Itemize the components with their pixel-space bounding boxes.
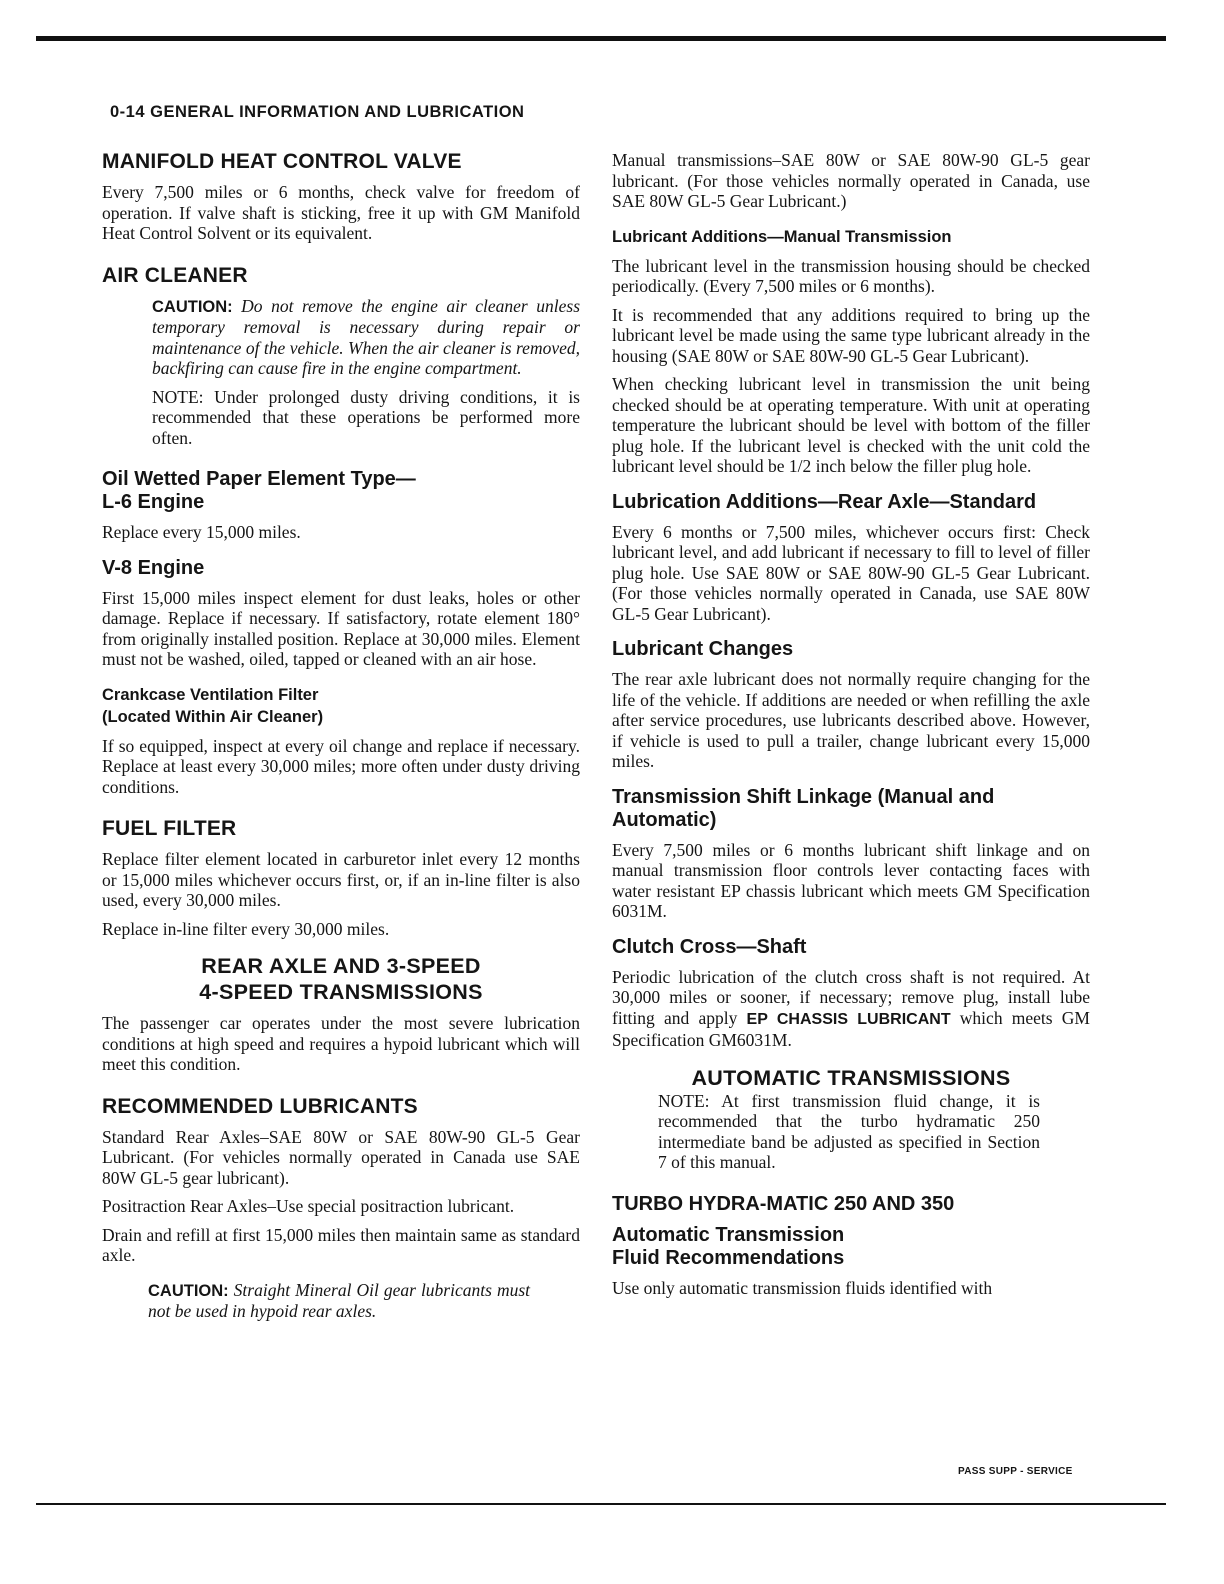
manifold-heading: MANIFOLD HEAT CONTROL VALVE [102, 150, 462, 173]
clutch-text-bold: EP CHASSIS LUBRICANT [746, 1010, 951, 1028]
crankcase-heading: Crankcase Ventilation Filter (Located Within Air Cleaner) [102, 685, 324, 726]
recommended-paragraph-1: Standard Rear Axles–SAE 80W or SAE 80W-90 GL-5 Gear Lubricant. (For vehicles normally operated in Canada use SAE 80W GL-5 gear lubricant). [102, 1126, 580, 1188]
clutch-cross-shaft-paragraph [612, 967, 1090, 1051]
clutch-text-1: Periodic lubrication of the clutch cross shaft is not required. At 30,000 miles or sooner, if necessary; remove plug, install lube fitting and apply [612, 966, 1090, 1028]
air-cleaner-note: NOTE: Under prolonged dusty driving conditions, it is recommended that these operations be performed more often. [152, 386, 580, 448]
rear-axle-paragraph: The passenger car operates under the most severe lubrication conditions at high speed and requires a hypoid lubricant which will meet this condition. [102, 1013, 580, 1074]
v8-heading: V-8 Engine [102, 556, 205, 579]
oil-wetted-heading: Oil Wetted Paper Element Type— L-6 Engine [102, 468, 416, 513]
v8-paragraph: First 15,000 miles inspect element for dust leaks, holes or other damage. Replace if necessary. If satisfactory, rotate element 180° from originally installed position. Replace at 30,000 miles. Element must not be washed, oiled, tapped or cleaned with an air hose. [102, 587, 580, 669]
fluid-recommendations-heading: Automatic Transmission Fluid Recommendations [612, 1223, 845, 1269]
crankcase-paragraph: If so equipped, inspect at every oil change and replace if necessary. Replace at least every 30,000 miles; more often under dusty driving conditions. [102, 735, 580, 797]
lub-additions-manual-heading: Lubricant Additions—Manual Transmission [612, 227, 952, 246]
rear-axle-standard-heading: Lubrication Additions—Rear Axle—Standard [612, 490, 1037, 513]
lub-additions-paragraph-2: It is recommended that any additions required to bring up the lubricant level be made using the same type lubricant already in the housing (SAE 80W or SAE 80W-90 GL-5 Gear Lubricant). [612, 304, 1090, 366]
top-rule [36, 36, 1166, 41]
automatic-transmissions-note: NOTE: At first transmission fluid change, it is recommended that the turbo hydramatic 250 intermediate band be adjusted as specified in Section 7 of this manual. [658, 1090, 1040, 1172]
recommended-paragraph-3: Drain and refill at first 15,000 miles then maintain same as standard axle. [102, 1224, 580, 1265]
manual-transmission-paragraph: Manual transmissions–SAE 80W or SAE 80W-90 GL-5 gear lubricant. (For those vehicles normally operated in Canada, use SAE 80W GL-5 Gear Lubricant.) [612, 150, 1090, 211]
shift-linkage-paragraph: Every 7,500 miles or 6 months lubricant shift linkage and on manual transmission floor controls lever contacting faces with water resistant EP chassis lubricant which meets GM Specification 6031M. [612, 839, 1090, 921]
turbo-hydramatic-heading: TURBO HYDRA-MATIC 250 AND 350 [612, 1192, 955, 1215]
automatic-transmissions-heading: AUTOMATIC TRANSMISSIONS [691, 1065, 1011, 1090]
caution-label: CAUTION: [152, 297, 233, 316]
shift-linkage-heading: Transmission Shift Linkage (Manual and Automatic) [612, 785, 995, 831]
fuel-filter-paragraph-1: Replace filter element located in carburetor inlet every 12 months or 15,000 miles whichever occurs first, or, if an in-line filter is also used, every 30,000 miles. [102, 849, 580, 910]
lubricant-changes-paragraph: The rear axle lubricant does not normally require changing for the life of the vehicle. If additions are needed or when refilling the axle after service procedures, use lubricants described above. However, if vehicle is used to pull a trailer, change lubricant every 15,000 miles. [612, 669, 1090, 771]
caution-text: Do not remove the engine air cleaner unless temporary removal is necessary during repair or maintenance of the vehicle. When the air cleaner is removed, backfiring can cause fire in the engine compartment. [152, 295, 581, 378]
manifold-paragraph: Every 7,500 miles or 6 months, check valve for freedom of operation. If valve shaft is sticking, free it up with GM Manifold Heat Control Solvent or its equivalent. [102, 182, 580, 243]
oil-caution [148, 1280, 530, 1322]
oil-wetted-paragraph: Replace every 15,000 miles. [102, 522, 301, 542]
caution-label: CAUTION: [148, 1281, 229, 1300]
fuel-filter-heading: FUEL FILTER [102, 817, 237, 840]
bottom-rule [36, 1503, 1166, 1505]
lub-additions-paragraph-1: The lubricant level in the transmission housing should be checked periodically. (Every 7,500 miles or 6 months). [612, 255, 1090, 296]
recommended-lubricants-heading: RECOMMENDED LUBRICANTS [102, 1094, 418, 1118]
air-cleaner-heading: AIR CLEANER [102, 263, 248, 287]
right-column [612, 150, 1090, 1298]
caution-text: Straight Mineral Oil gear lubricants must not be used in hypoid rear axles. [148, 1279, 530, 1321]
clutch-text-2: which meets GM Specification GM6031M. [612, 1007, 1090, 1050]
left-column [102, 150, 580, 1322]
fuel-filter-paragraph-2: Replace in-line filter every 30,000 miles. [102, 918, 390, 939]
clutch-cross-shaft-heading: Clutch Cross—Shaft [612, 935, 807, 958]
recommended-paragraph-2: Positraction Rear Axles–Use special positraction lubricant. [102, 1196, 515, 1216]
rear-axle-standard-paragraph: Every 6 months or 7,500 miles, whichever occurs first: Check lubricant level, and add lubricant if necessary to fill to level of filler plug hole. Use SAE 80W or SAE 80W-90 GL-5 Gear Lubricant. (For those vehicles normally operated in Canada, use SAE 80W GL-5 Gear Lubricant). [612, 521, 1090, 624]
air-cleaner-caution [152, 296, 580, 379]
rear-axle-heading: REAR AXLE AND 3-SPEED 4-SPEED TRANSMISSIONS [199, 954, 483, 1004]
lubricant-changes-heading: Lubricant Changes [612, 638, 794, 660]
footer-label: PASS SUPP - SERVICE [958, 1466, 1073, 1477]
fluid-recommendations-paragraph: Use only automatic transmission fluids identified with [612, 1277, 993, 1298]
running-head: 0-14 GENERAL INFORMATION AND LUBRICATION [110, 103, 525, 121]
lub-additions-paragraph-3: When checking lubricant level in transmission the unit being checked should be at operating temperature. With unit at operating temperature the lubricant should be level with bottom of the filler plug hole. If the lubricant level is checked with the unit cold the lubricant level should be 1/2 inch below the filler plug hole. [612, 374, 1090, 476]
